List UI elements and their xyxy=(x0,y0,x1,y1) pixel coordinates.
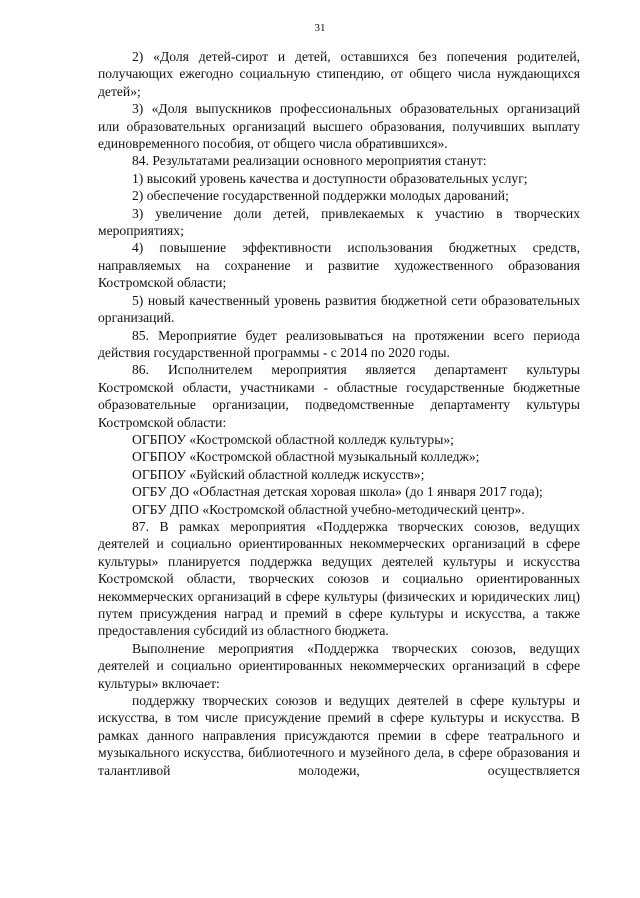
paragraph-87-implementation: Выполнение мероприятия «Поддержка творческих союзов, ведущих деятелей и социально ориентированных некоммерческих организаций в сфере культуры» включает: xyxy=(98,640,580,691)
paragraph-85: 85. Мероприятие будет реализовываться на протяжении всего периода действия государственной программы - с 2014 по 2020 годы. xyxy=(98,327,580,360)
page-number: 31 xyxy=(314,22,326,34)
result-item-3: 3) увеличение доли детей, привлекаемых к участию в творческих мероприятиях; xyxy=(98,205,580,239)
paragraph-87-support: поддержку творческих союзов и ведущих деятелей в сфере культуры и искусства, в том числе присуждение премий в сфере культуры и искусства. В рамках данного направления присуждаются премии в сфере театрального и музыкального искусства, библиотечного и музейного дела, в сфере образования и талантливой молодежи, осуществляется xyxy=(98,693,580,778)
paragraph-84-heading: 84. Результатами реализации основного мероприятия станут: xyxy=(132,153,487,169)
paragraph-86: 86. Исполнителем мероприятия является департамент культуры Костромской области, участниками - областные государственные бюджетные образовательные организации, подведомственные департаменту культуры Костромской области: xyxy=(98,362,580,430)
organization-item-5: ОГБУ ДПО «Костромской областной учебно-методический центр». xyxy=(132,501,525,517)
organization-item-1: ОГБПОУ «Костромской областной колледж культуры»; xyxy=(132,431,454,447)
paragraph-indicator-3: 3) «Доля выпускников профессиональных образовательных организаций или образовательных организаций высшего образования, получивших выплату единовременного пособия, от общего числа обратившихся». xyxy=(98,101,580,152)
result-item-1: 1) высокий уровень качества и доступности образовательных услуг; xyxy=(132,170,528,186)
paragraph-87: 87. В рамках мероприятия «Поддержка творческих союзов, ведущих деятелей и социально ориентированных некоммерческих организаций в сфере культуры» планируется поддержка ведущих деятелей культуры и искусства Костромской области, творческих союзов и социально ориентированных некоммерческих организаций в сфере культуры (физических и юридических лиц) путем присуждения наград и премий в сфере культуры и искусства, а также предоставления субсидий из областного бюджета. xyxy=(98,518,580,639)
paragraph-indicator-2: 2) «Доля детей-сирот и детей, оставшихся без попечения родителей, получающих ежегодно социальную стипендию, от общего числа нуждающихся детей»; xyxy=(98,49,580,99)
organization-item-3: ОГБПОУ «Буйский областной колледж искусств»; xyxy=(132,466,425,482)
result-item-4: 4) повышение эффективности использования бюджетных средств, направляемых на сохранение и развитие художественного образования Костромской области; xyxy=(98,240,580,291)
result-item-5: 5) новый качественный уровень развития бюджетной сети образовательных организаций. xyxy=(98,292,580,326)
organization-item-2: ОГБПОУ «Костромской областной музыкальный колледж»; xyxy=(132,449,480,465)
result-item-2: 2) обеспечение государственной поддержки молодых дарований; xyxy=(132,188,509,204)
organization-item-4: ОГБУ ДО «Областная детская хоровая школа» (до 1 января 2017 года); xyxy=(132,484,543,500)
